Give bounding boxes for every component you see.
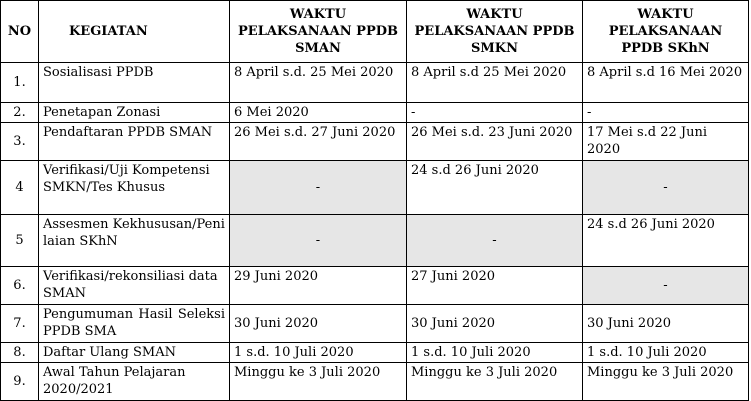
row-sman: Minggu ke 3 Juli 2020 [230, 363, 407, 401]
row-smkn: 27 Juni 2020 [407, 267, 583, 305]
row-smkn: 30 Juni 2020 [407, 305, 583, 343]
header-skhn: WAKTU PELAKSANAAN PPDB SKhN [583, 1, 749, 63]
row-sman: 6 Mei 2020 [230, 103, 407, 123]
header-smkn: WAKTU PELAKSANAAN PPDB SMKN [407, 1, 583, 63]
table-row [1, 123, 749, 161]
row-sman: 30 Juni 2020 [230, 305, 407, 343]
row-kegiatan: Verifikasi/rekonsiliasi data SMAN [39, 267, 230, 305]
row-skhn: Minggu ke 3 Juli 2020 [583, 363, 749, 401]
row-number: 9. [1, 363, 39, 401]
row-skhn: 8 April s.d 16 Mei 2020 [583, 63, 749, 103]
row-smkn: 8 April s.d 25 Mei 2020 [407, 63, 583, 103]
table-row [1, 63, 749, 103]
row-number: 3. [1, 123, 39, 161]
row-kegiatan: Sosialisasi PPDB [39, 63, 230, 103]
header-kegiatan: KEGIATAN [39, 1, 230, 63]
row-number: 1. [1, 63, 39, 103]
row-kegiatan: Pengumuman Hasil Seleksi PPDB SMA [39, 305, 230, 343]
table-row [1, 343, 749, 363]
row-sman: 26 Mei s.d. 27 Juni 2020 [230, 123, 407, 161]
row-number: 4 [1, 161, 39, 215]
row-kegiatan: Pendaftaran PPDB SMAN [39, 123, 230, 161]
row-skhn: - [583, 267, 749, 305]
table-row [1, 305, 749, 343]
row-kegiatan: Penetapan Zonasi [39, 103, 230, 123]
table-row [1, 363, 749, 401]
table-row [1, 267, 749, 305]
row-number: 6. [1, 267, 39, 305]
row-number: 7. [1, 305, 39, 343]
row-skhn: - [583, 103, 749, 123]
row-sman: 8 April s.d. 25 Mei 2020 [230, 63, 407, 103]
row-number: 2. [1, 103, 39, 123]
row-sman: 1 s.d. 10 Juli 2020 [230, 343, 407, 363]
table-row [1, 103, 749, 123]
row-smkn: - [407, 215, 583, 267]
row-sman: - [230, 215, 407, 267]
header-sman: WAKTU PELAKSANAAN PPDB SMAN [230, 1, 407, 63]
row-kegiatan: Awal Tahun Pelajaran 2020/2021 [39, 363, 230, 401]
row-kegiatan: Daftar Ulang SMAN [39, 343, 230, 363]
header-row [1, 1, 749, 63]
row-skhn: 17 Mei s.d 22 Juni 2020 [583, 123, 749, 161]
row-smkn: Minggu ke 3 Juli 2020 [407, 363, 583, 401]
row-skhn: 24 s.d 26 Juni 2020 [583, 215, 749, 267]
row-number: 8. [1, 343, 39, 363]
header-no: NO [1, 1, 39, 63]
row-number: 5 [1, 215, 39, 267]
table-row [1, 215, 749, 267]
row-smkn: 26 Mei s.d. 23 Juni 2020 [407, 123, 583, 161]
row-sman: - [230, 161, 407, 215]
row-smkn: - [407, 103, 583, 123]
row-sman: 29 Juni 2020 [230, 267, 407, 305]
table-row [1, 161, 749, 215]
row-smkn: 24 s.d 26 Juni 2020 [407, 161, 583, 215]
row-kegiatan: Assesmen Kekhususan/Penilaian SKhN [39, 215, 230, 267]
row-skhn: - [583, 161, 749, 215]
row-kegiatan: Verifikasi/Uji Kompetensi SMKN/Tes Khusus [39, 161, 230, 215]
row-smkn: 1 s.d. 10 Juli 2020 [407, 343, 583, 363]
row-skhn: 30 Juni 2020 [583, 305, 749, 343]
row-skhn: 1 s.d. 10 Juli 2020 [583, 343, 749, 363]
